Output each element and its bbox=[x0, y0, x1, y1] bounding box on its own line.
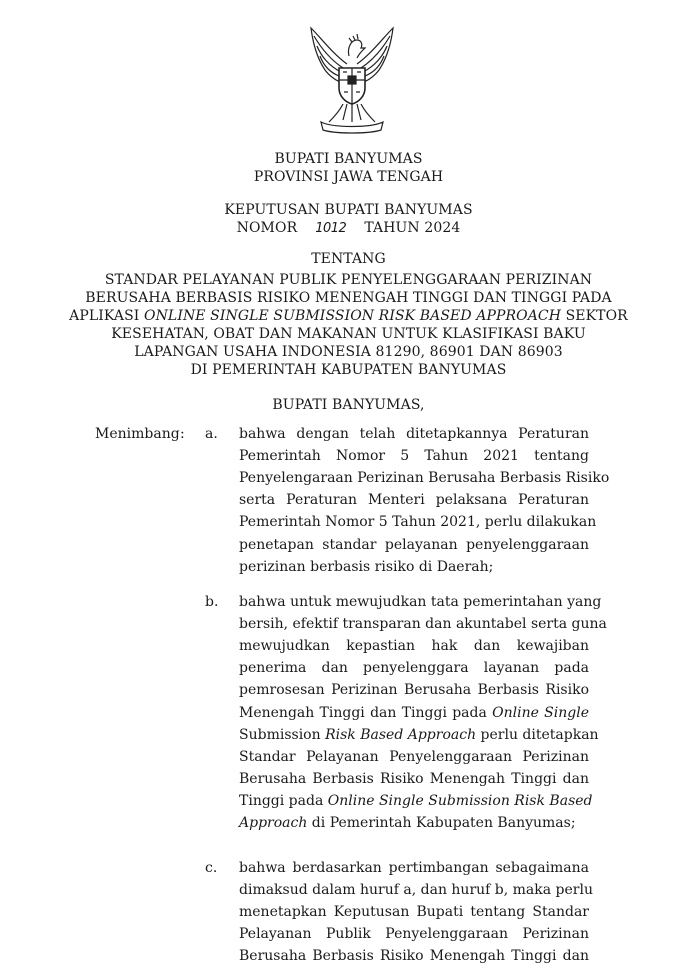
paragraph-line: menetapkan Keputusan Bupati tentang Standar bbox=[239, 904, 589, 921]
italic-term: Approach bbox=[239, 815, 308, 831]
handwritten-number: 1012 bbox=[315, 221, 347, 236]
italic-term: Online Single Submission Risk Based bbox=[327, 792, 593, 809]
italic-term: Risk Based Approach bbox=[325, 726, 477, 743]
paragraph-line: Submission Risk Based Approach perlu ditetapkan bbox=[239, 726, 599, 743]
paragraph-line: Berusaha Berbasis Risiko Menengah Tinggi dan bbox=[239, 948, 589, 965]
paragraph-line: dimaksud dalam huruf a, dan huruf b, maka perlu bbox=[239, 882, 593, 899]
paragraph-line: pemrosesan Perizinan Berusaha Berbasis Risiko bbox=[239, 682, 589, 699]
decision-year: TAHUN 2024 bbox=[364, 220, 461, 236]
paragraph-line: penerima dan penyelenggara layanan pada bbox=[239, 660, 589, 677]
subject-line: BERUSAHA BERBASIS RISIKO MENENGAH TINGGI DAN TINGGI PADA bbox=[85, 290, 612, 306]
paragraph-line: Tinggi pada Online Single Submission Risk Based bbox=[239, 792, 593, 809]
subject-line: DI PEMERINTAH KABUPATEN BANYUMAS bbox=[190, 362, 507, 378]
paragraph-line: mewujudkan kepastian hak dan kewajiban bbox=[239, 638, 589, 655]
subject-line: APLIKASI ONLINE SINGLE SUBMISSION RISK BASED APPROACH SEKTOR bbox=[69, 308, 628, 324]
subject-line: STANDAR PELAYANAN PUBLIK PENYELENGGARAAN PERIZINAN bbox=[104, 272, 593, 288]
subject-line: KESEHATAN, OBAT DAN MAKANAN UNTUK KLASIFIKASI BAKU bbox=[111, 326, 586, 342]
number-prefix: NOMOR bbox=[236, 220, 298, 236]
paragraph-line: bahwa berdasarkan pertimbangan sebagaimana bbox=[239, 860, 589, 876]
section-colon: : bbox=[180, 426, 185, 442]
italic-term: Online Single bbox=[492, 704, 589, 721]
paragraph-line: penetapan standar pelayanan penyelenggaraan bbox=[239, 536, 589, 553]
item-marker: a. bbox=[205, 426, 218, 442]
paragraph-line: Pemerintah Nomor 5 Tahun 2021 tentang bbox=[239, 448, 589, 465]
decision-number bbox=[0, 220, 697, 236]
garuda-emblem-icon bbox=[303, 24, 401, 134]
paragraph-line: bahwa untuk mewujudkan tata pemerintahan yang bbox=[239, 594, 602, 610]
regent-title: BUPATI BANYUMAS bbox=[274, 151, 423, 167]
subject-italic: ONLINE SINGLE SUBMISSION RISK BASED APPROACH bbox=[144, 308, 562, 324]
province-title: PROVINSI JAWA TENGAH bbox=[253, 169, 444, 185]
paragraph-line: bahwa dengan telah ditetapkannya Peraturan bbox=[239, 426, 589, 442]
subject-line: LAPANGAN USAHA INDONESIA 81290, 86901 DAN 86903 bbox=[134, 344, 563, 360]
paragraph-line: Approach di Pemerintah Kabupaten Banyumas; bbox=[239, 815, 576, 831]
regent-heading: BUPATI BANYUMAS, bbox=[272, 397, 425, 413]
item-marker: c. bbox=[205, 860, 218, 876]
paragraph-line: Pemerintah Nomor 5 Tahun 2021, perlu dilakukan bbox=[239, 514, 597, 531]
about-heading: TENTANG bbox=[311, 251, 386, 267]
item-marker: b. bbox=[205, 594, 219, 610]
decision-title: KEPUTUSAN BUPATI BANYUMAS bbox=[224, 202, 473, 218]
paragraph-line: Berusaha Berbasis Risiko Menengah Tinggi dan bbox=[239, 770, 589, 787]
paragraph-line: Menengah Tinggi dan Tinggi pada Online Single bbox=[239, 704, 589, 721]
paragraph-line: bersih, efektif transparan dan akuntabel serta guna bbox=[239, 616, 607, 633]
paragraph-line: serta Peraturan Menteri pelaksana Peraturan bbox=[239, 492, 589, 509]
section-label: Menimbang bbox=[95, 426, 180, 442]
paragraph-line: Standar Pelayanan Penyelenggaraan Perizinan bbox=[239, 748, 589, 765]
paragraph-line: Pelayanan Publik Penyelenggaraan Perizinan bbox=[239, 926, 589, 943]
paragraph-line: perizinan berbasis risiko di Daerah; bbox=[239, 558, 494, 575]
paragraph-line: Penyelengaraan Perizinan Berusaha Berbasis Risiko bbox=[239, 470, 610, 487]
